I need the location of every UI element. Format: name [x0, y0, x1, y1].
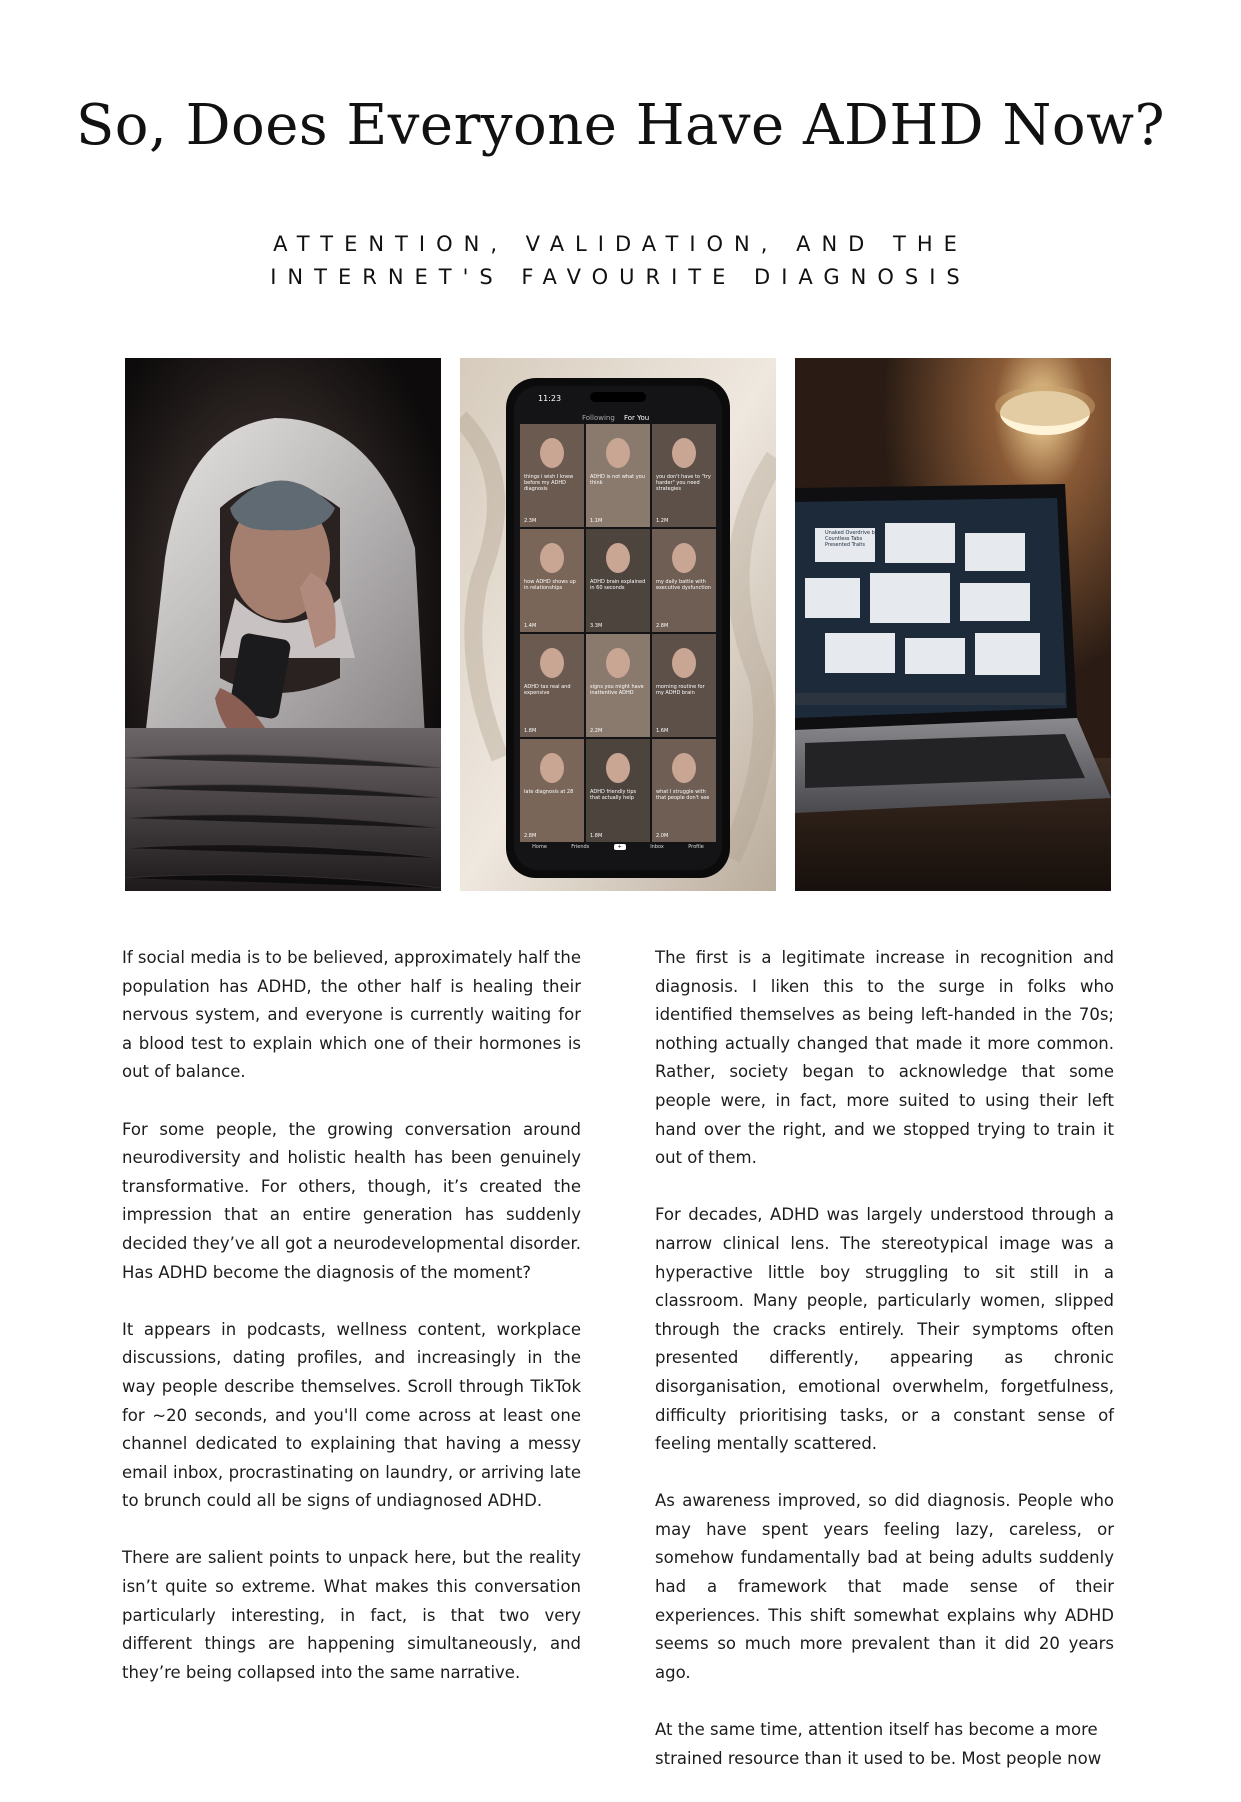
video-caption: ADHD is not what you think	[590, 474, 645, 486]
video-view-count: 2.2M	[590, 728, 603, 734]
photo-phone-video-feed	[460, 358, 776, 891]
nav-profile: Profile	[688, 844, 704, 850]
video-thumbnail-face	[540, 753, 564, 783]
article-body-right-column	[655, 944, 1114, 1802]
video-view-count: 1.1M	[590, 518, 603, 524]
body-paragraph: It appears in podcasts, wellness content, workplace discussions, dating profiles, and increasingly in the way people describe themselves. Scroll through TikTok for ~20 seconds, and you'll come across at least one channel dedicated to explaining that having a messy email inbox, procrastinating on laundry, or arriving late to brunch could all be signs of undiagnosed ADHD.	[122, 1319, 581, 1511]
subtitle-line: ATTENTION, VALIDATION, AND THE	[273, 232, 968, 256]
nav-friends: Friends	[571, 844, 590, 850]
body-paragraph: For decades, ADHD was largely understood through a narrow clinical lens. The stereotypical image was a hyperactive little boy struggling to sit still in a classroom. Many people, particularly women, slipped through the cracks entirely. Their symptoms often presented differently, appearing as chronic disorganisation, emotional overwhelm, forgetfulness, difficulty prioritising tasks, or a constant sense of feeling mentally scattered.	[655, 1205, 1114, 1454]
nav-add: +	[614, 844, 626, 850]
video-thumbnail-face	[606, 753, 630, 783]
video-tile	[652, 634, 716, 737]
body-paragraph: At the same time, attention itself has become a more strained resource than it used to be. Most people now	[655, 1720, 1102, 1768]
video-thumbnail-face	[540, 543, 564, 573]
video-view-count: 1.4M	[524, 623, 537, 629]
video-caption: what I struggle with that people don't see	[656, 789, 710, 801]
laptop-tab-headline: Unaked Overdrive by Countless Tabs Presented Traits	[825, 530, 878, 548]
video-caption: things i wish I knew before my ADHD diagnosis	[524, 474, 574, 492]
body-paragraph: There are salient points to unpack here, but the reality isn’t quite so extreme. What makes this conversation particularly interesting, in fact, is that two very different things are happening simultaneously, and they’re being collapsed into the same narrative.	[122, 1548, 581, 1682]
video-tile	[652, 529, 716, 632]
nav-home: Home	[532, 844, 547, 850]
video-caption: ADHD friendly tips that actually help	[590, 789, 637, 801]
video-tile	[520, 739, 584, 842]
body-paragraph: The first is a legitimate increase in recognition and diagnosis. I liken this to the surge in folks who identified themselves as being left-handed in the 70s; nothing actually changed that made it more common. Rather, society began to acknowledge that some people were, in fact, more suited to using their left hand over the right, and we stopped trying to train it out of them.	[655, 948, 1114, 1168]
video-thumbnail-face	[672, 438, 696, 468]
video-thumbnail-face	[606, 543, 630, 573]
body-paragraph: If social media is to be believed, approximately half the population has ADHD, the other half is healing their nervous system, and everyone is currently waiting for a blood test to explain which one of their hormones is out of balance.	[122, 948, 581, 1082]
video-tile	[652, 739, 716, 842]
article-title: So, Does Everyone Have ADHD Now?	[75, 93, 1166, 158]
tab-following: Following	[582, 414, 615, 422]
video-caption: you don't have to "try harder" you need strategies	[656, 474, 711, 492]
subtitle-line: INTERNET'S FAVOURITE DIAGNOSIS	[270, 265, 971, 289]
body-paragraph: As awareness improved, so did diagnosis. People who may have spent years feeling lazy, careless, or somehow fundamentally bad at being adults suddenly had a framework that made sense of their experiences. This shift somewhat explains why ADHD seems so much more prevalent than it did 20 years ago.	[655, 1491, 1114, 1682]
video-caption: ADHD brain explained in 60 seconds	[590, 579, 646, 591]
video-thumbnail-face	[672, 543, 696, 573]
video-caption: my daily battle with executive dysfunction	[656, 579, 711, 591]
video-view-count: 1.6M	[656, 728, 669, 734]
video-view-count: 2.8M	[656, 623, 669, 629]
video-tile	[586, 739, 650, 842]
tab-for-you: For You	[624, 414, 650, 422]
video-thumbnail-face	[672, 648, 696, 678]
video-thumbnail-face	[606, 648, 630, 678]
phone-nav-bar	[520, 844, 716, 850]
nav-inbox: Inbox	[650, 844, 664, 850]
phone-clock: 11:23	[538, 394, 562, 403]
video-caption: late diagnosis at 28	[524, 789, 574, 795]
video-thumbnail-face	[540, 438, 564, 468]
video-tile	[520, 424, 584, 527]
video-view-count: 1.2M	[656, 518, 669, 524]
video-thumbnail-face	[540, 648, 564, 678]
video-thumbnail-face	[672, 753, 696, 783]
video-view-count: 1.8M	[590, 833, 603, 839]
video-view-count: 3.3M	[590, 623, 603, 629]
video-view-count: 2.3M	[524, 518, 537, 524]
video-tile	[586, 424, 650, 527]
video-caption: signs you might have inattentive ADHD	[590, 684, 644, 696]
article-body-left-column	[122, 944, 581, 1716]
video-caption: how ADHD shows up in relationships	[524, 579, 576, 591]
photo-laptop-open-tabs	[795, 358, 1111, 891]
video-caption: morning routine for my ADHD brain	[656, 684, 705, 696]
video-tile	[520, 529, 584, 632]
video-tile	[586, 634, 650, 737]
video-caption: ADHD tax real and expensive	[524, 684, 571, 696]
article-subtitle	[0, 228, 1241, 294]
video-view-count: 2.8M	[524, 833, 537, 839]
video-view-count: 1.8M	[524, 728, 537, 734]
video-view-count: 2.0M	[656, 833, 669, 839]
video-tile	[586, 529, 650, 632]
photo-person-under-blanket	[125, 358, 441, 891]
video-tile	[520, 634, 584, 737]
video-thumbnail-face	[606, 438, 630, 468]
video-tile	[652, 424, 716, 527]
body-paragraph: For some people, the growing conversation around neurodiversity and holistic health has been genuinely transformative. For others, though, it’s created the impression that an entire generation has suddenly decided they’ve all got a neurodevelopmental disorder. Has ADHD become the diagnosis of the moment?	[122, 1119, 581, 1282]
